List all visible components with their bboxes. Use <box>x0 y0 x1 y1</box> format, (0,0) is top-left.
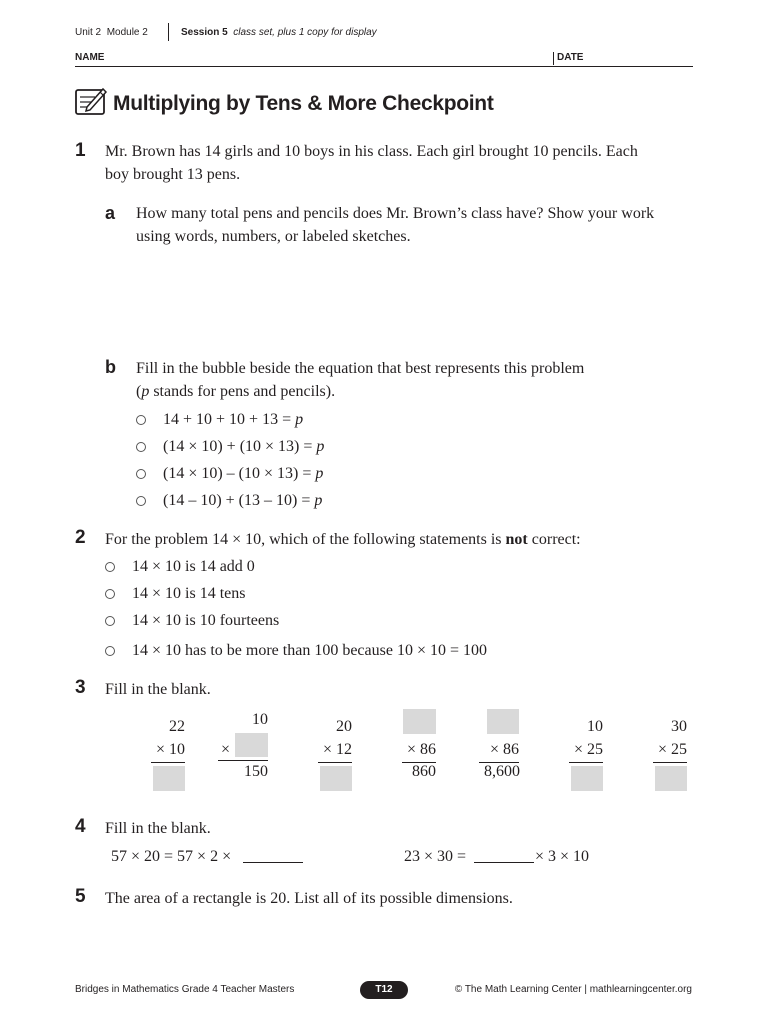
q3-p7-bottom: × 25 <box>657 741 687 758</box>
q3-p6-top: 10 <box>587 718 603 735</box>
q2-option[interactable]: 14 × 10 is 14 add 0 <box>105 555 255 578</box>
q3-p5-answer-box[interactable] <box>487 709 519 734</box>
page-number: T12 <box>360 981 408 999</box>
q3-number: 3 <box>75 677 86 698</box>
q3-p7-line <box>653 762 687 763</box>
q1b-option[interactable]: (14 × 10) + (10 × 13) = p <box>136 435 324 458</box>
q4-number: 4 <box>75 816 86 837</box>
q3-p1-line <box>151 762 185 763</box>
q3-p6-bottom: × 25 <box>573 741 603 758</box>
q4-equation-2-pre: 23 × 30 = <box>404 848 467 865</box>
q1b-label: b <box>105 357 116 377</box>
module-label: Module 2 <box>106 27 148 38</box>
q3-p5-result: 8,600 <box>484 763 520 780</box>
session-label: Session 5 <box>181 27 228 38</box>
name-date-line <box>75 66 693 67</box>
q3-p6-line <box>569 762 603 763</box>
q5-text: The area of a rectangle is 20. List all of its possible dimensions. <box>105 890 513 907</box>
q3-text: Fill in the blank. <box>105 681 211 698</box>
q3-p6-answer-box[interactable] <box>571 766 603 791</box>
q1b-option[interactable]: 14 + 10 + 10 + 13 = p <box>136 408 303 431</box>
answer-bubble[interactable] <box>105 646 115 656</box>
q2-option[interactable]: 14 × 10 is 14 tens <box>105 582 245 605</box>
q4-eq2-blank[interactable] <box>474 862 534 863</box>
q3-p2-top: 10 <box>252 711 268 728</box>
q3-p3-line <box>318 762 352 763</box>
q3-p5-bottom: × 86 <box>489 741 519 758</box>
q3-p2-line <box>218 760 268 761</box>
q4-equation-2-post: × 3 × 10 <box>535 848 590 865</box>
date-label: DATE <box>557 52 584 63</box>
q1a-text-line2: using words, numbers, or labeled sketches. <box>136 228 411 245</box>
page-title: Multiplying by Tens & More Checkpoint <box>113 92 494 115</box>
q1b-text <box>136 357 584 403</box>
q4-equation-1: 57 × 20 = 57 × 2 × <box>111 848 232 865</box>
q3-p1-answer-box[interactable] <box>153 766 185 791</box>
answer-bubble[interactable] <box>105 616 115 626</box>
q4-text: Fill in the blank. <box>105 820 211 837</box>
name-label: NAME <box>75 52 105 63</box>
q3-p7-answer-box[interactable] <box>655 766 687 791</box>
q3-p3-answer-box[interactable] <box>320 766 352 791</box>
q3-p3-top: 20 <box>336 718 352 735</box>
answer-bubble[interactable] <box>136 469 146 479</box>
q4-eq1-blank[interactable] <box>243 862 303 863</box>
q1a-text <box>136 202 654 248</box>
q1-number: 1 <box>75 140 86 161</box>
unit-module-label <box>75 27 148 38</box>
answer-bubble[interactable] <box>136 442 146 452</box>
q3-p1-top: 22 <box>169 718 185 735</box>
q2-text: For the problem 14 × 10, which of the following statements is not correct: <box>105 531 581 548</box>
q1a-label: a <box>105 203 116 223</box>
answer-bubble[interactable] <box>105 562 115 572</box>
q3-p4-result: 860 <box>412 763 436 780</box>
q3-p4-bottom: × 86 <box>406 741 436 758</box>
q3-p1-bottom: × 10 <box>155 741 185 758</box>
q3-p3-bottom: × 12 <box>322 741 352 758</box>
q1-text-line1: Mr. Brown has 14 girls and 10 boys in his class. Each girl brought 10 pencils. Each <box>105 143 638 160</box>
q1b-option[interactable]: (14 – 10) + (13 – 10) = p <box>136 489 322 512</box>
q2-option[interactable]: 14 × 10 is 10 fourteens <box>105 609 279 632</box>
unit-label: Unit 2 <box>75 27 102 38</box>
q2-option[interactable]: 14 × 10 has to be more than 100 because 10 × 10 = 100 <box>105 639 487 662</box>
footer-publication: Bridges in Mathematics Grade 4 Teacher Masters <box>75 984 295 995</box>
checkpoint-icon <box>75 85 107 122</box>
q1-text-line2: boy brought 13 pens. <box>105 166 241 183</box>
answer-bubble[interactable] <box>105 589 115 599</box>
answer-bubble[interactable] <box>136 415 146 425</box>
q3-p4-answer-box[interactable] <box>403 709 436 734</box>
q3-p7-top: 30 <box>671 718 687 735</box>
q1-text <box>105 140 638 186</box>
q3-p2-bottom: × <box>220 741 230 758</box>
q1b-option[interactable]: (14 × 10) – (10 × 13) = p <box>136 462 323 485</box>
q2-number: 2 <box>75 527 86 548</box>
session-note: class set, plus 1 copy for display <box>233 27 377 38</box>
q1b-text-line1: Fill in the bubble beside the equation that best represents this problem <box>136 360 585 377</box>
q5-number: 5 <box>75 886 86 907</box>
footer-copyright: © The Math Learning Center | mathlearningcenter.org <box>454 984 692 995</box>
answer-bubble[interactable] <box>136 496 146 506</box>
session-info <box>181 27 377 38</box>
q3-p2-answer-box[interactable] <box>235 733 268 757</box>
q1b-text-line2: (p stands for pens and pencils). <box>136 383 336 400</box>
header-divider <box>168 23 169 41</box>
q1a-text-line1: How many total pens and pencils does Mr. Brown’s class have? Show your work <box>136 205 655 222</box>
q3-p2-result: 150 <box>244 763 268 780</box>
